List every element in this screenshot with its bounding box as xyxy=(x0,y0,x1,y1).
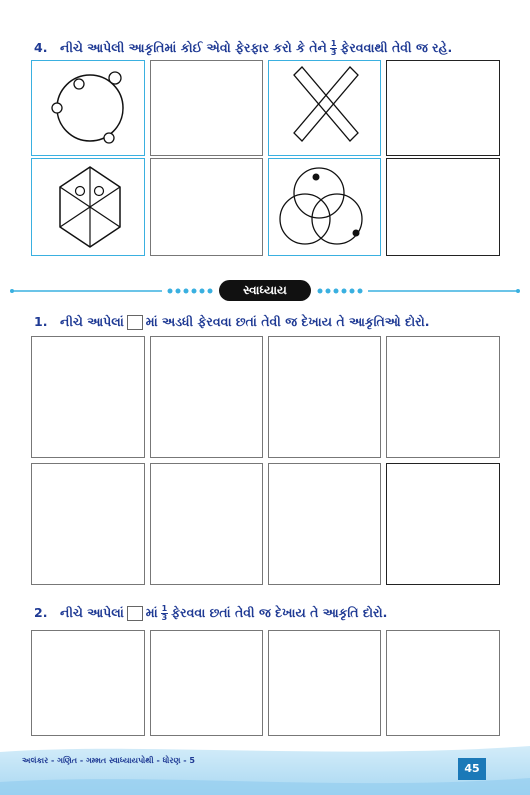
question-4 xyxy=(34,40,452,57)
fraction-denominator: 3 xyxy=(161,613,168,622)
fraction-numerator: 1 xyxy=(161,604,168,613)
drawing-box-q4-1[interactable] xyxy=(150,60,263,156)
question-text: નીચે આપેલી આકૃતિમાં કોઈ એવો ફેરફાર કરો કે તેને xyxy=(60,40,327,55)
drawing-box-q4-4[interactable] xyxy=(386,158,500,256)
drawing-box-q1-2[interactable] xyxy=(150,336,263,458)
venn-figure-icon xyxy=(269,159,380,255)
cross-figure-icon xyxy=(269,61,380,155)
drawing-box-q1-7[interactable] xyxy=(268,463,381,585)
drawing-box-q1-6[interactable] xyxy=(150,463,263,585)
page-number: 45 xyxy=(458,758,486,780)
figure-circle-with-dots xyxy=(31,60,145,156)
question-number: 1. xyxy=(34,314,48,329)
fraction-numerator: 1 xyxy=(330,39,337,48)
question-text-end: ફેરવવા છતાં તેવી જ દેખાય તે આકૃતિ દોરો. xyxy=(171,605,388,620)
square-icon xyxy=(127,606,143,621)
section-title: સ્વાધ્યાય xyxy=(219,280,311,301)
figure-three-circles xyxy=(268,158,381,256)
footer-wave xyxy=(0,742,530,795)
drawing-box-q2-3[interactable] xyxy=(268,630,381,736)
square-icon xyxy=(127,315,143,330)
question-text: નીચે આપેલાં xyxy=(60,314,124,329)
drawing-box-q4-3[interactable] xyxy=(150,158,263,256)
fraction xyxy=(330,40,338,57)
question-number: 4. xyxy=(34,40,48,55)
question-text-mid: માં xyxy=(145,605,158,620)
hexagon-figure-icon xyxy=(32,159,144,255)
drawing-box-q1-1[interactable] xyxy=(31,336,145,458)
figure-hexagon xyxy=(31,158,145,256)
fraction xyxy=(161,605,169,622)
drawing-box-q2-4[interactable] xyxy=(386,630,500,736)
question-number: 2. xyxy=(34,605,48,620)
question-text-end: માં અડધી ફેરવવા છતાં તેવી જ દેખાય તે આકૃતિઓ દોરો. xyxy=(145,314,430,329)
question-2 xyxy=(34,605,387,622)
drawing-box-q1-3[interactable] xyxy=(268,336,381,458)
drawing-box-q4-2[interactable] xyxy=(386,60,500,156)
footer-text: અલંકાર - ગણિત - ગમ્મત સ્વાધ્યાયપોથી - ધોરણ - 5 xyxy=(22,756,195,765)
drawing-box-q1-5[interactable] xyxy=(31,463,145,585)
drawing-box-q2-2[interactable] xyxy=(150,630,263,736)
question-1 xyxy=(34,314,430,330)
circle-figure-icon xyxy=(32,61,144,155)
figure-cross xyxy=(268,60,381,156)
drawing-box-q1-4[interactable] xyxy=(386,336,500,458)
question-text: નીચે આપેલાં xyxy=(60,605,124,620)
fraction-denominator: 3 xyxy=(330,48,337,57)
drawing-box-q2-1[interactable] xyxy=(31,630,145,736)
drawing-box-q1-8[interactable] xyxy=(386,463,500,585)
question-text-end: ફેરવવાથી તેવી જ રહે. xyxy=(340,40,453,55)
